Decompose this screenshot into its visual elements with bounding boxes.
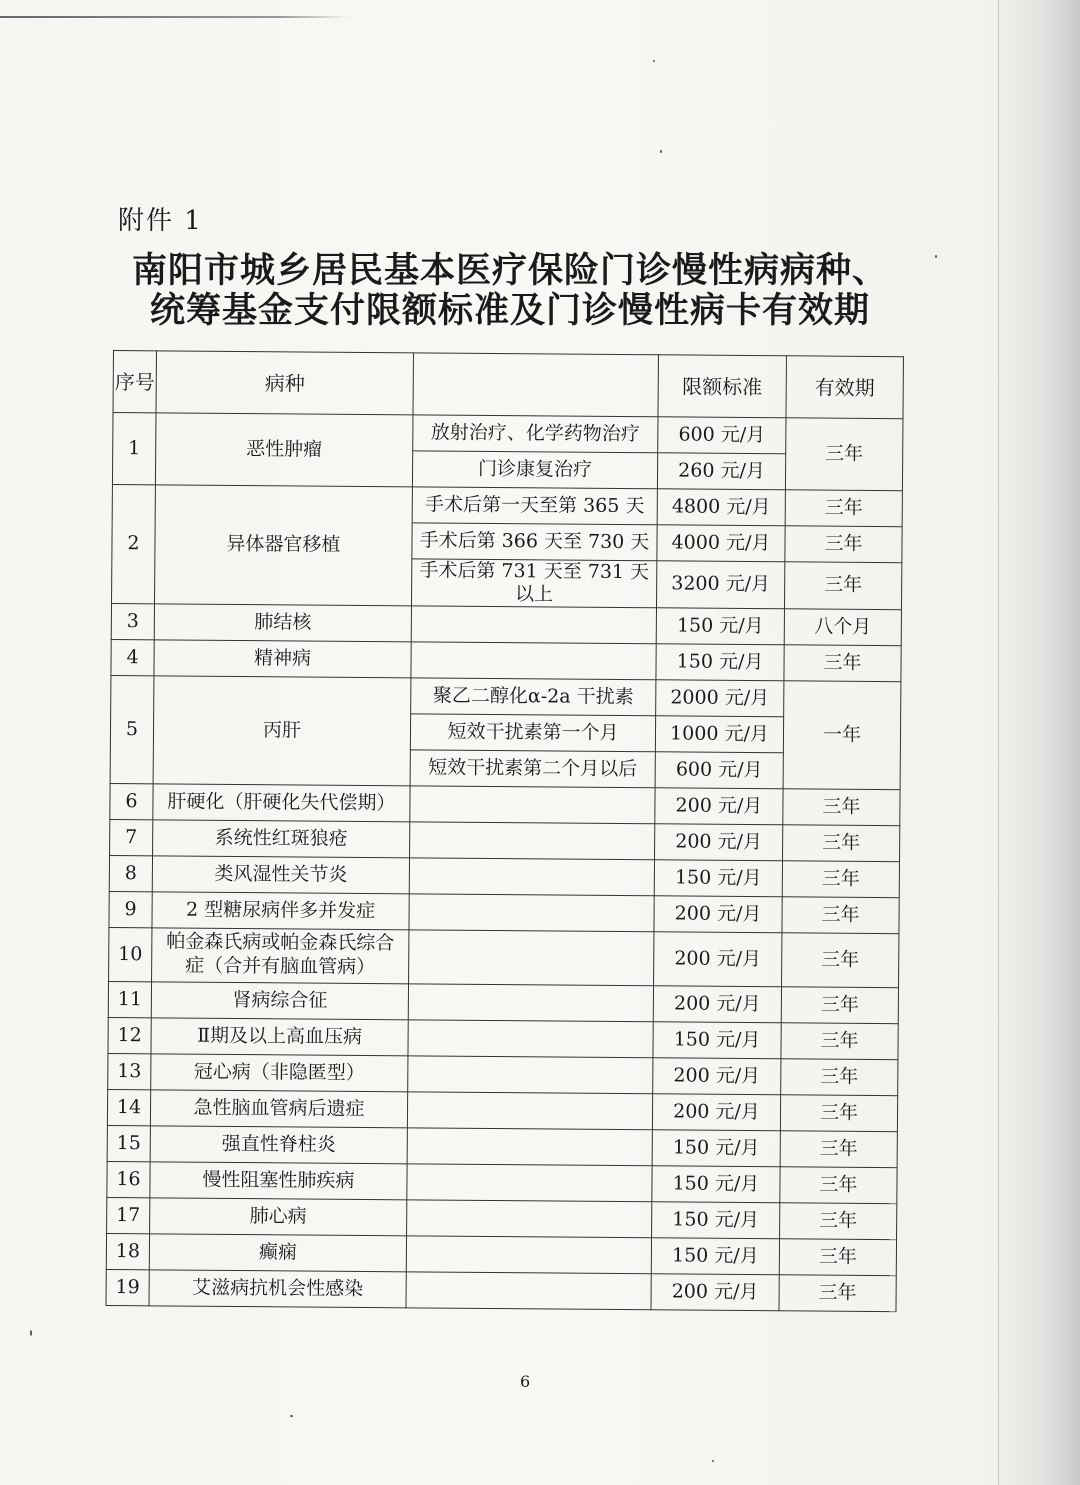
- cell-treatment: 手术后第 731 天至 731 天以上: [412, 559, 657, 608]
- cell-validity: 三年: [783, 788, 900, 825]
- cell-disease: 系统性红斑狼疮: [153, 819, 410, 857]
- document-title-line-1: 南阳市城乡居民基本医疗保险门诊慢性病病种、: [131, 250, 888, 291]
- cell-validity: 三年: [784, 644, 901, 681]
- cell-disease: Ⅱ期及以上高血压病: [151, 1017, 408, 1055]
- cell-seq: 9: [109, 891, 152, 927]
- cell-seq: 1: [112, 413, 156, 485]
- cell-seq: 17: [107, 1197, 150, 1233]
- cell-validity: 三年: [782, 896, 899, 933]
- disease-limit-table: [105, 350, 903, 1312]
- cell-treatment: [409, 929, 654, 985]
- cell-treatment: [411, 641, 656, 679]
- cell-seq: 13: [108, 1053, 151, 1089]
- cell-disease: 肺结核: [154, 603, 411, 641]
- cell-treatment: 手术后第 366 天至 730 天: [412, 523, 657, 561]
- cell-limit: 260 元/月: [657, 453, 785, 490]
- table-row: [111, 675, 901, 717]
- cell-disease: 异体器官移植: [155, 485, 413, 606]
- cell-treatment: 聚乙二醇化α-2a 干扰素: [411, 677, 656, 715]
- table-row: [111, 603, 901, 645]
- cell-limit: 200 元/月: [654, 895, 782, 932]
- cell-validity: 三年: [779, 1238, 896, 1275]
- cell-treatment: [407, 1127, 652, 1165]
- table-row: [106, 1269, 896, 1311]
- attachment-label: 附件 1: [118, 206, 203, 236]
- scan-speck: [660, 150, 662, 153]
- cell-seq: 19: [106, 1269, 149, 1305]
- cell-validity: 八个月: [784, 608, 901, 645]
- cell-seq: 16: [107, 1161, 150, 1197]
- cell-disease: 2 型糖尿病伴多并发症: [152, 891, 409, 929]
- cell-disease: 急性脑血管病后遗症: [150, 1089, 407, 1127]
- table-row: [110, 819, 900, 861]
- cell-treatment: [408, 1055, 653, 1093]
- cell-treatment: [408, 1019, 653, 1057]
- cell-disease: 丙肝: [153, 675, 411, 785]
- table-row: [107, 1125, 897, 1167]
- header-limit: 限额标准: [658, 355, 786, 418]
- cell-disease: 帕金森氏病或帕金森氏综合症（合并有脑血管病）: [152, 927, 409, 983]
- cell-limit: 600 元/月: [655, 751, 783, 788]
- cell-treatment: [406, 1235, 651, 1273]
- cell-treatment: 短效干扰素第二个月以后: [410, 749, 655, 787]
- cell-seq: 18: [106, 1233, 149, 1269]
- cell-validity: 三年: [780, 1130, 897, 1167]
- cell-treatment: [406, 1271, 651, 1309]
- cell-validity: 一年: [783, 680, 901, 789]
- cell-disease: 肾病综合征: [151, 981, 408, 1019]
- scan-speck: [712, 1460, 714, 1462]
- cell-limit: 150 元/月: [651, 1237, 779, 1274]
- cell-treatment: [410, 821, 655, 859]
- cell-limit: 150 元/月: [656, 643, 784, 680]
- table-row: [107, 1089, 897, 1131]
- cell-seq: 10: [109, 927, 152, 981]
- cell-disease: 肝硬化（肝硬化失代偿期）: [153, 783, 410, 821]
- cell-limit: 200 元/月: [655, 823, 783, 860]
- cell-disease: 肺心病: [150, 1197, 407, 1235]
- table-row: [107, 1197, 897, 1239]
- table-row: [108, 1053, 898, 1095]
- cell-seq: 14: [107, 1089, 150, 1125]
- header-seq: 序号: [113, 351, 156, 413]
- cell-limit: 1000 元/月: [655, 715, 783, 752]
- cell-disease: 癫痫: [149, 1233, 406, 1271]
- cell-validity: 三年: [780, 1166, 897, 1203]
- cell-limit: 200 元/月: [655, 787, 783, 824]
- cell-seq: 7: [110, 819, 153, 855]
- cell-treatment: [410, 785, 655, 823]
- cell-treatment: 放射治疗、化学药物治疗: [413, 415, 658, 453]
- cell-validity: 三年: [785, 418, 903, 491]
- cell-limit: 2000 元/月: [656, 679, 784, 716]
- top-rule: [0, 16, 350, 18]
- cell-treatment: [407, 1091, 652, 1129]
- cell-disease: 冠心病（非隐匿型）: [151, 1053, 408, 1091]
- header-treatment: [413, 353, 658, 417]
- cell-seq: 2: [112, 484, 156, 603]
- cell-treatment: [411, 605, 656, 643]
- cell-validity: 三年: [781, 1022, 898, 1059]
- cell-treatment: 短效干扰素第一个月: [410, 713, 655, 751]
- header-disease: 病种: [156, 351, 413, 415]
- cell-limit: 150 元/月: [652, 1201, 780, 1238]
- table-row: [108, 1017, 898, 1059]
- cell-validity: 三年: [781, 986, 898, 1023]
- cell-disease: 慢性阻塞性肺疾病: [150, 1161, 407, 1199]
- cell-validity: 三年: [784, 562, 901, 610]
- cell-treatment: 手术后第一天至第 365 天: [412, 487, 657, 525]
- table-row: [108, 981, 898, 1023]
- cell-validity: 三年: [780, 1094, 897, 1131]
- cell-validity: 三年: [781, 1058, 898, 1095]
- scan-speck: [30, 1330, 32, 1336]
- table-body: [106, 413, 903, 1312]
- cell-seq: 12: [108, 1017, 151, 1053]
- table-row: [107, 1161, 897, 1203]
- table-row: [112, 484, 902, 526]
- cell-seq: 11: [108, 981, 151, 1017]
- page-edge-shadow: [988, 0, 1080, 1485]
- table-row: [109, 855, 899, 897]
- cell-limit: 4000 元/月: [657, 525, 785, 562]
- cell-limit: 200 元/月: [652, 1093, 780, 1130]
- table-row: [106, 1233, 896, 1275]
- header-validity: 有效期: [786, 356, 903, 419]
- cell-limit: 200 元/月: [651, 1273, 779, 1310]
- cell-disease: 精神病: [154, 639, 411, 677]
- cell-treatment: [407, 1199, 652, 1237]
- table-header-row: [113, 351, 903, 419]
- scan-speck: [290, 1415, 293, 1417]
- cell-limit: 150 元/月: [654, 859, 782, 896]
- cell-seq: 6: [110, 783, 153, 819]
- table-row: [109, 927, 899, 987]
- cell-treatment: [407, 1163, 652, 1201]
- cell-disease: 恶性肿瘤: [155, 413, 413, 487]
- cell-validity: 三年: [785, 490, 902, 527]
- cell-seq: 8: [109, 855, 152, 891]
- cell-limit: 3200 元/月: [656, 561, 784, 609]
- cell-validity: 三年: [785, 526, 902, 563]
- table-row: [110, 783, 900, 825]
- cell-seq: 3: [111, 603, 154, 639]
- cell-limit: 200 元/月: [653, 985, 781, 1022]
- cell-treatment: [409, 893, 654, 931]
- cell-limit: 200 元/月: [653, 1057, 781, 1094]
- scan-speck: [935, 255, 937, 258]
- cell-validity: 三年: [783, 824, 900, 861]
- cell-limit: 150 元/月: [652, 1129, 780, 1166]
- cell-treatment: [408, 983, 653, 1021]
- cell-seq: 5: [110, 675, 154, 783]
- cell-validity: 三年: [779, 1274, 896, 1311]
- cell-seq: 15: [107, 1125, 150, 1161]
- page-number: 6: [520, 1372, 531, 1391]
- cell-limit: 150 元/月: [656, 607, 784, 644]
- cell-validity: 三年: [782, 860, 899, 897]
- cell-limit: 150 元/月: [653, 1021, 781, 1058]
- cell-limit: 4800 元/月: [657, 489, 785, 526]
- scan-speck: [653, 60, 655, 62]
- cell-treatment: 门诊康复治疗: [412, 451, 657, 489]
- cell-disease: 强直性脊柱炎: [150, 1125, 407, 1163]
- cell-treatment: [409, 857, 654, 895]
- table-row: [113, 413, 903, 455]
- cell-disease: 类风湿性关节炎: [152, 855, 409, 893]
- cell-limit: 150 元/月: [652, 1165, 780, 1202]
- cell-disease: 艾滋病抗机会性感染: [149, 1269, 406, 1307]
- cell-validity: 三年: [782, 932, 899, 987]
- cell-validity: 三年: [780, 1202, 897, 1239]
- cell-limit: 600 元/月: [658, 417, 786, 454]
- cell-seq: 4: [111, 639, 154, 675]
- table-row: [109, 891, 899, 933]
- document-title-line-2: 统筹基金支付限额标准及门诊慢性病卡有效期: [149, 290, 870, 331]
- cell-limit: 200 元/月: [654, 931, 782, 986]
- table-row: [111, 639, 901, 681]
